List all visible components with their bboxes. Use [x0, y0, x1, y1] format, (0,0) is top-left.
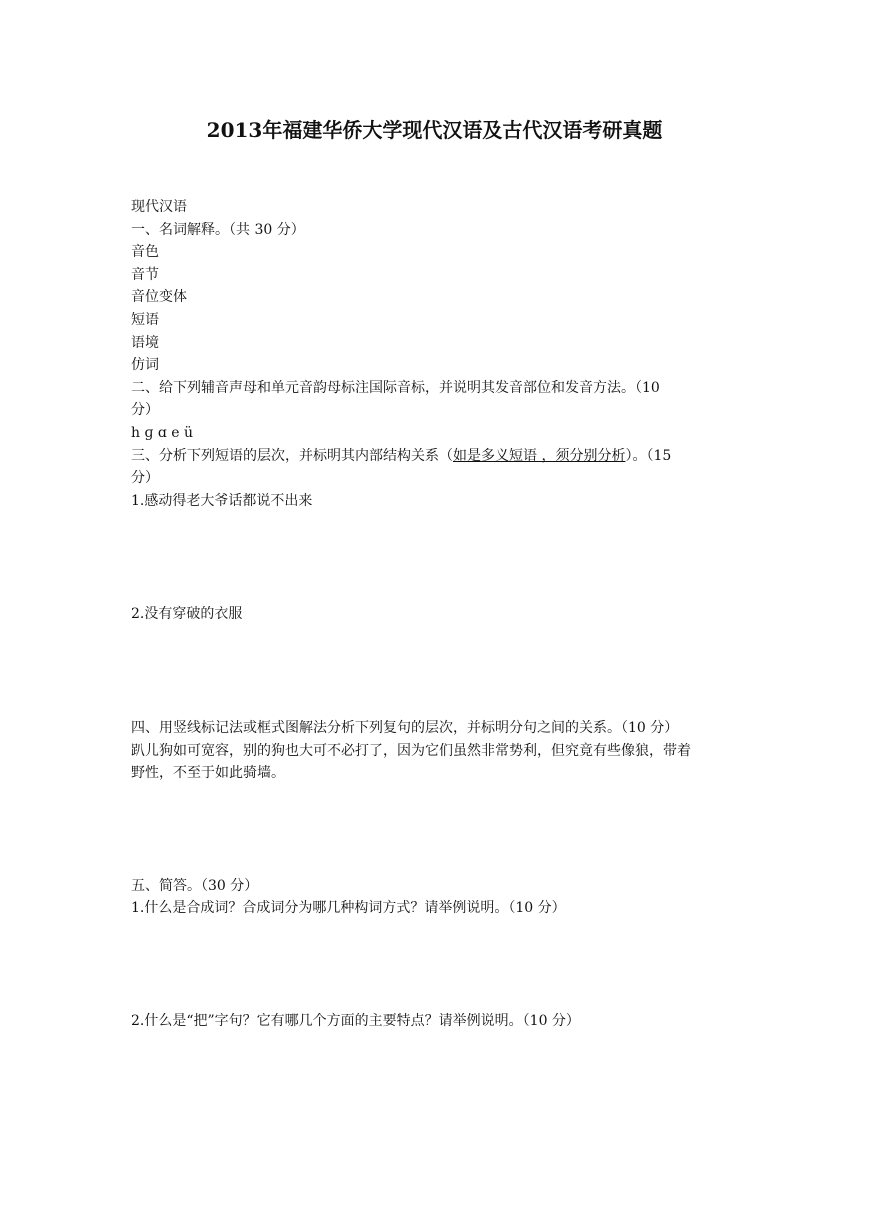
question-4-heading: 四、用竖线标记法或框式图解法分析下列复句的层次，并标明分句之间的关系。（10 分）: [131, 719, 679, 736]
question-5-item-1: 1.什么是合成词？合成词分为哪几种构词方式？请举例说明。（10 分）: [131, 900, 566, 917]
answer-space: [131, 920, 741, 1010]
question-3-heading-post: ）。（15: [625, 447, 672, 464]
question-5-item-2: 2.什么是“把”字句？它有哪几个方面的主要特点？请举例说明。（10 分）: [131, 1012, 580, 1029]
question-1-heading: 一、名词解释。（共 30 分）: [131, 221, 305, 238]
question-3-item-1: 1.感动得老大爷话都说不出来: [131, 492, 313, 509]
answer-space: [131, 626, 741, 717]
document-title: 2013年福建华侨大学现代汉语及古代汉语考研真题: [206, 118, 663, 142]
answer-space: [131, 512, 741, 603]
question-5-heading: 五、简答。（30 分）: [131, 877, 259, 894]
term-item: 音色: [131, 244, 159, 261]
question-4-sentence-line1: 趴儿狗如可宽容，别的狗也大可不必打了，因为它们虽然非常势利，但究竟有些像狼，带着: [131, 742, 691, 759]
term-item: 短语: [131, 311, 159, 328]
term-item: 语境: [131, 334, 159, 351]
question-3-heading-pre: 三、分析下列短语的层次，并标明其内部结构关系（: [131, 447, 453, 464]
question-2-heading-line2: 分）: [131, 402, 159, 419]
document-body: [131, 196, 741, 1032]
question-2-heading-line1: 二、给下列辅音声母和单元音韵母标注国际音标，并说明其发音部位和发音方法。（10: [131, 379, 660, 396]
question-3-underlined-note: 如是多义短语 ，须分别分析: [453, 447, 626, 464]
term-item: 音位变体: [131, 289, 187, 306]
section-title: 现代汉语: [131, 199, 187, 215]
term-item: 音节: [131, 266, 159, 283]
term-item: 仿词: [131, 357, 159, 374]
answer-space: [131, 785, 741, 875]
question-3-heading-line2: 分）: [131, 470, 159, 487]
question-3-heading-line1: [131, 445, 741, 468]
question-3-item-2: 2.没有穿破的衣服: [131, 606, 243, 623]
phonetic-symbols: h ɡ ɑ e ü: [131, 424, 194, 441]
question-4-sentence-line2: 野性，不至于如此骑墙。: [131, 765, 285, 782]
